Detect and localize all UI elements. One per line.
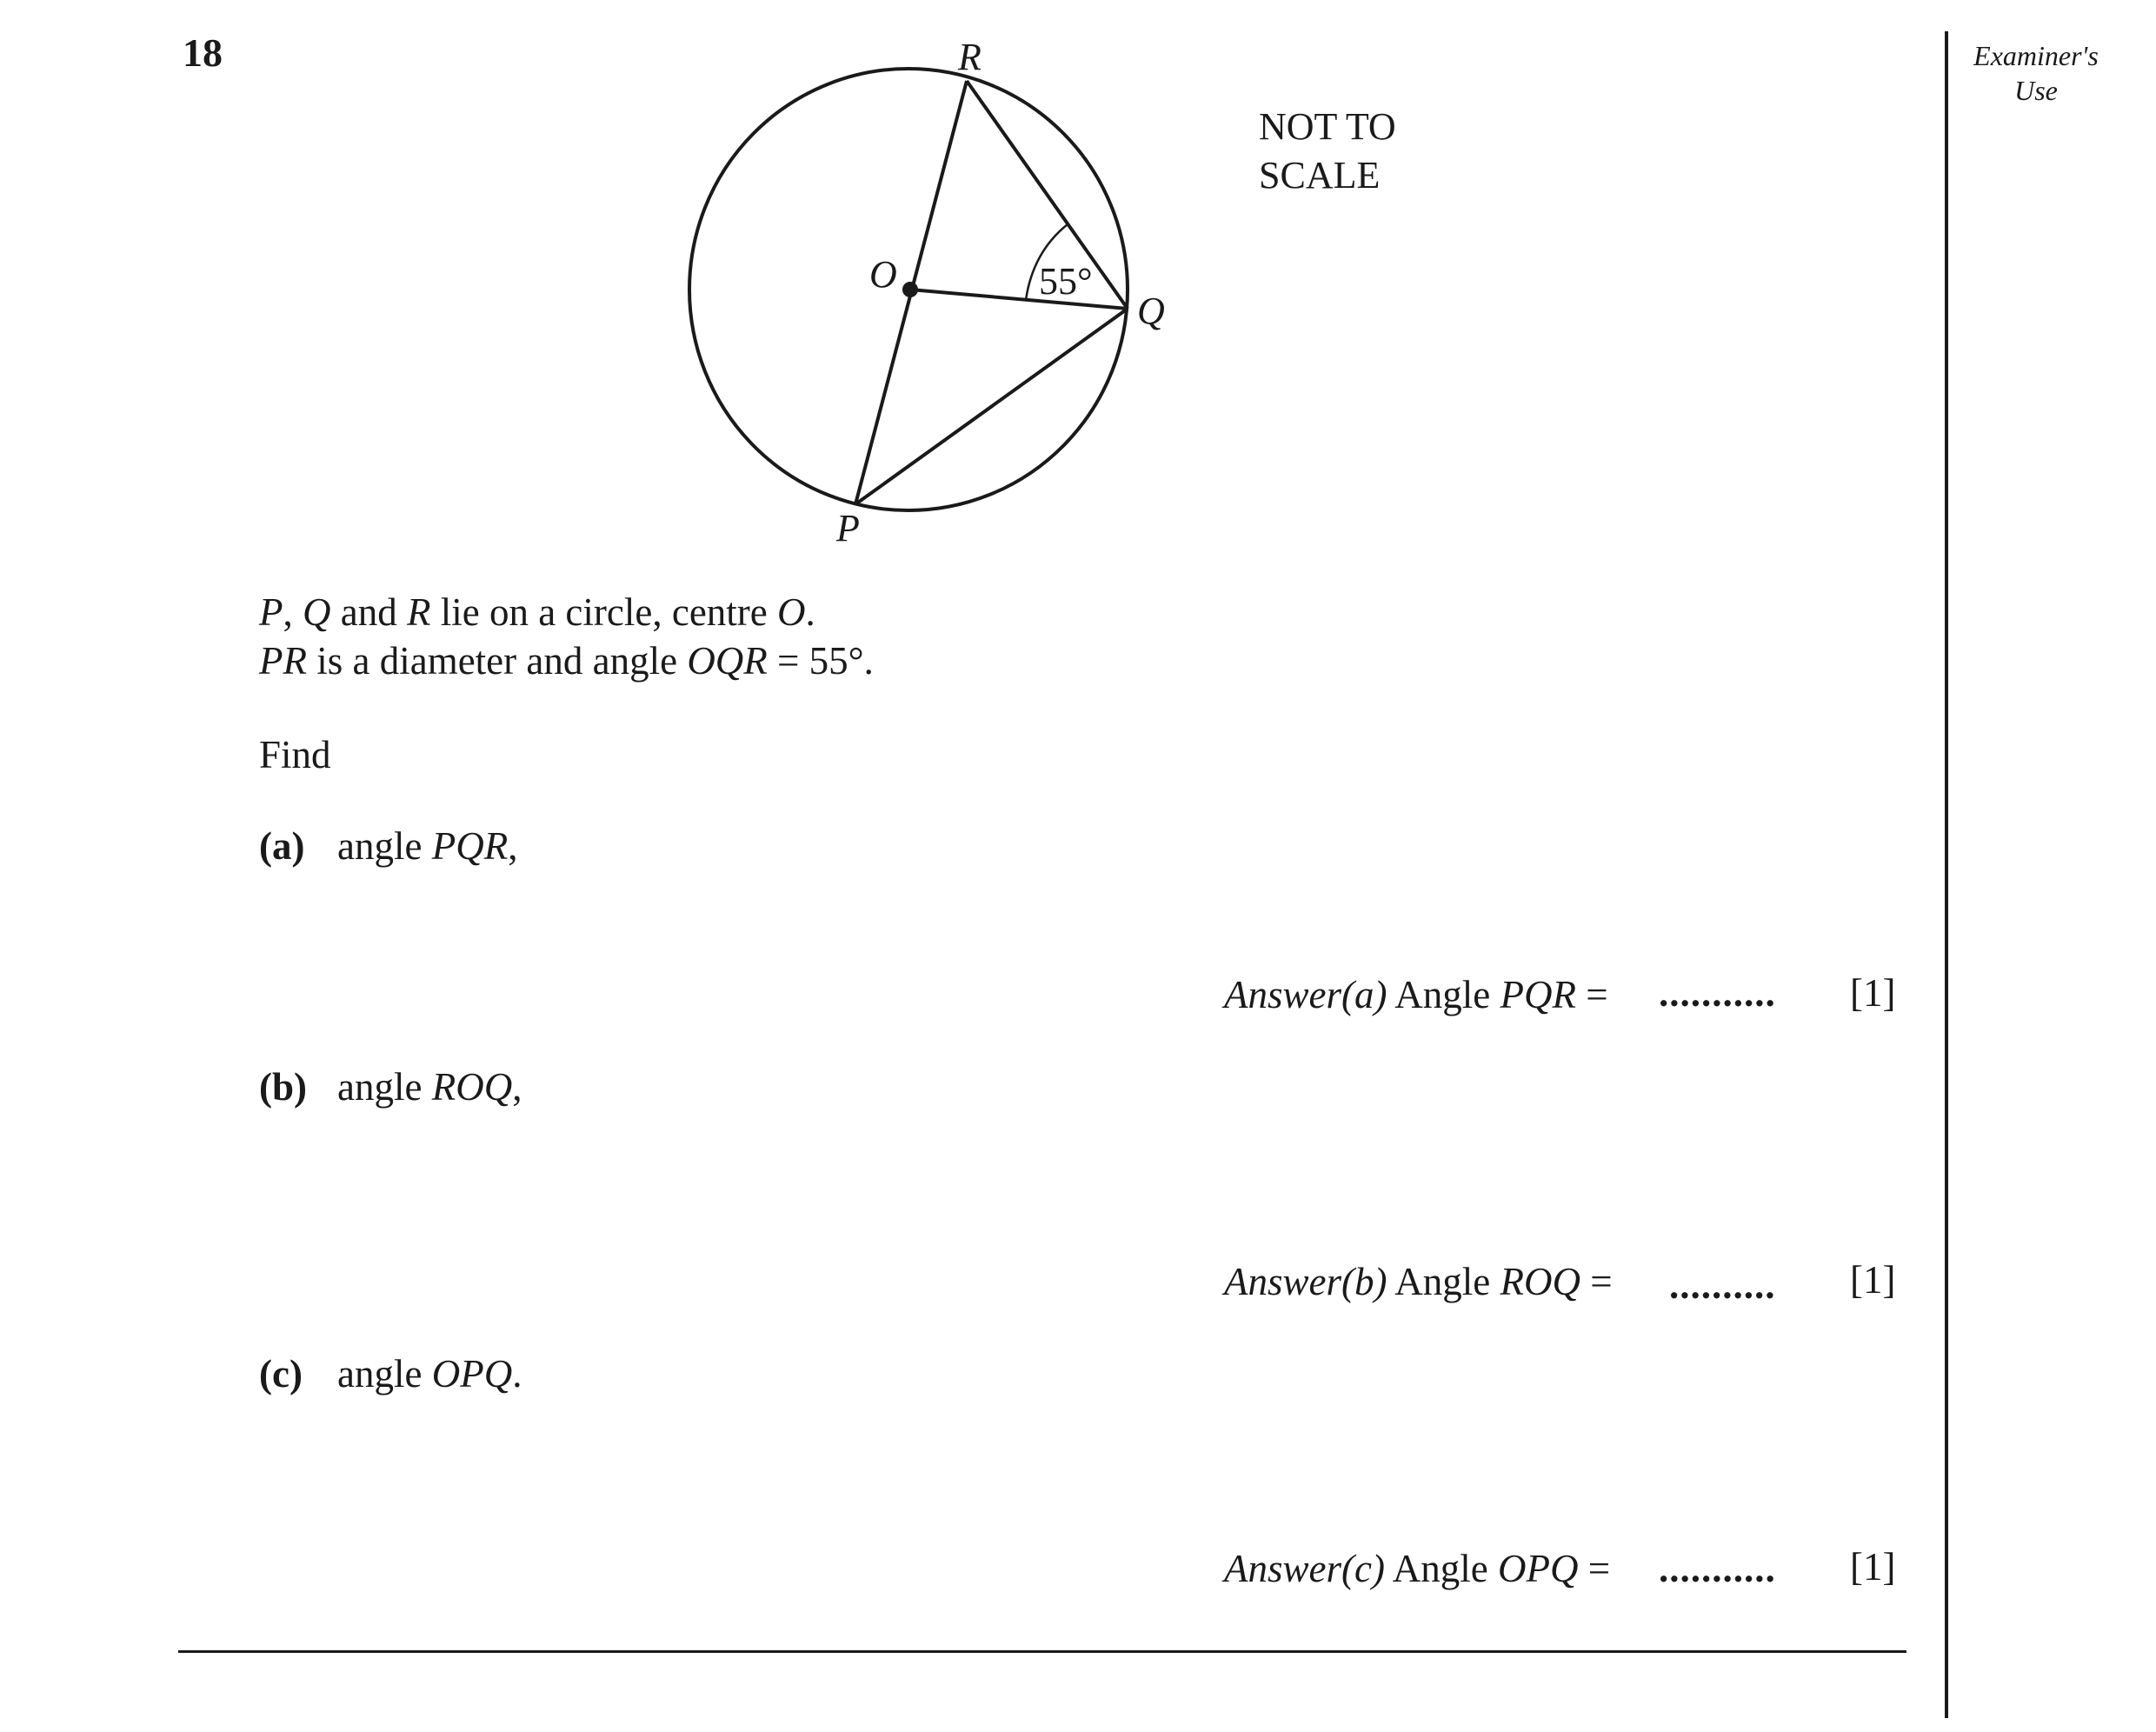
page-bottom-rule bbox=[178, 1650, 1906, 1653]
answer-a-line[interactable]: ........... bbox=[1659, 971, 1776, 1015]
examiner-use-label: Examiner's Use bbox=[1973, 40, 2099, 106]
stem-line-1: P, Q and R lie on a circle, centre O. bbox=[259, 590, 815, 634]
answer-b-line[interactable]: .......... bbox=[1669, 1263, 1776, 1307]
label-o: O bbox=[869, 253, 897, 296]
angle-label: 55° bbox=[1039, 260, 1093, 303]
marks-a: [1] bbox=[1850, 971, 1896, 1015]
label-p: P bbox=[836, 507, 860, 550]
part-a: (a) angle PQR, bbox=[259, 822, 517, 870]
find-instruction: Find bbox=[259, 733, 331, 776]
label-r: R bbox=[958, 36, 982, 78]
radius-oq bbox=[910, 290, 1128, 309]
not-to-scale-note bbox=[1259, 103, 1396, 200]
marks-b: [1] bbox=[1850, 1258, 1896, 1302]
part-letter: (a) bbox=[259, 824, 305, 868]
part-b: (b) angle ROQ, bbox=[259, 1063, 522, 1111]
note-line-1: NOT TO bbox=[1259, 105, 1396, 148]
question-number: 18 bbox=[183, 30, 223, 75]
part-letter: (b) bbox=[259, 1065, 307, 1109]
stem-line-2: PR is a diameter and angle OQR = 55°. bbox=[259, 639, 874, 683]
answer-b-label: Answer(b) Angle ROQ = bbox=[1224, 1260, 1613, 1303]
part-c: (c) angle OPQ. bbox=[259, 1349, 522, 1398]
note-line-2: SCALE bbox=[1259, 154, 1381, 197]
answer-a-label: Answer(a) Angle PQR = bbox=[1224, 973, 1608, 1016]
centre-point bbox=[902, 282, 918, 297]
label-q: Q bbox=[1137, 290, 1165, 332]
marks-c: [1] bbox=[1850, 1545, 1896, 1589]
answer-c-label: Answer(c) Angle OPQ = bbox=[1224, 1547, 1611, 1590]
part-letter: (c) bbox=[259, 1352, 303, 1396]
chord-pq bbox=[855, 309, 1128, 504]
answer-c-line[interactable]: ........... bbox=[1659, 1547, 1776, 1590]
question-stem bbox=[259, 588, 874, 685]
